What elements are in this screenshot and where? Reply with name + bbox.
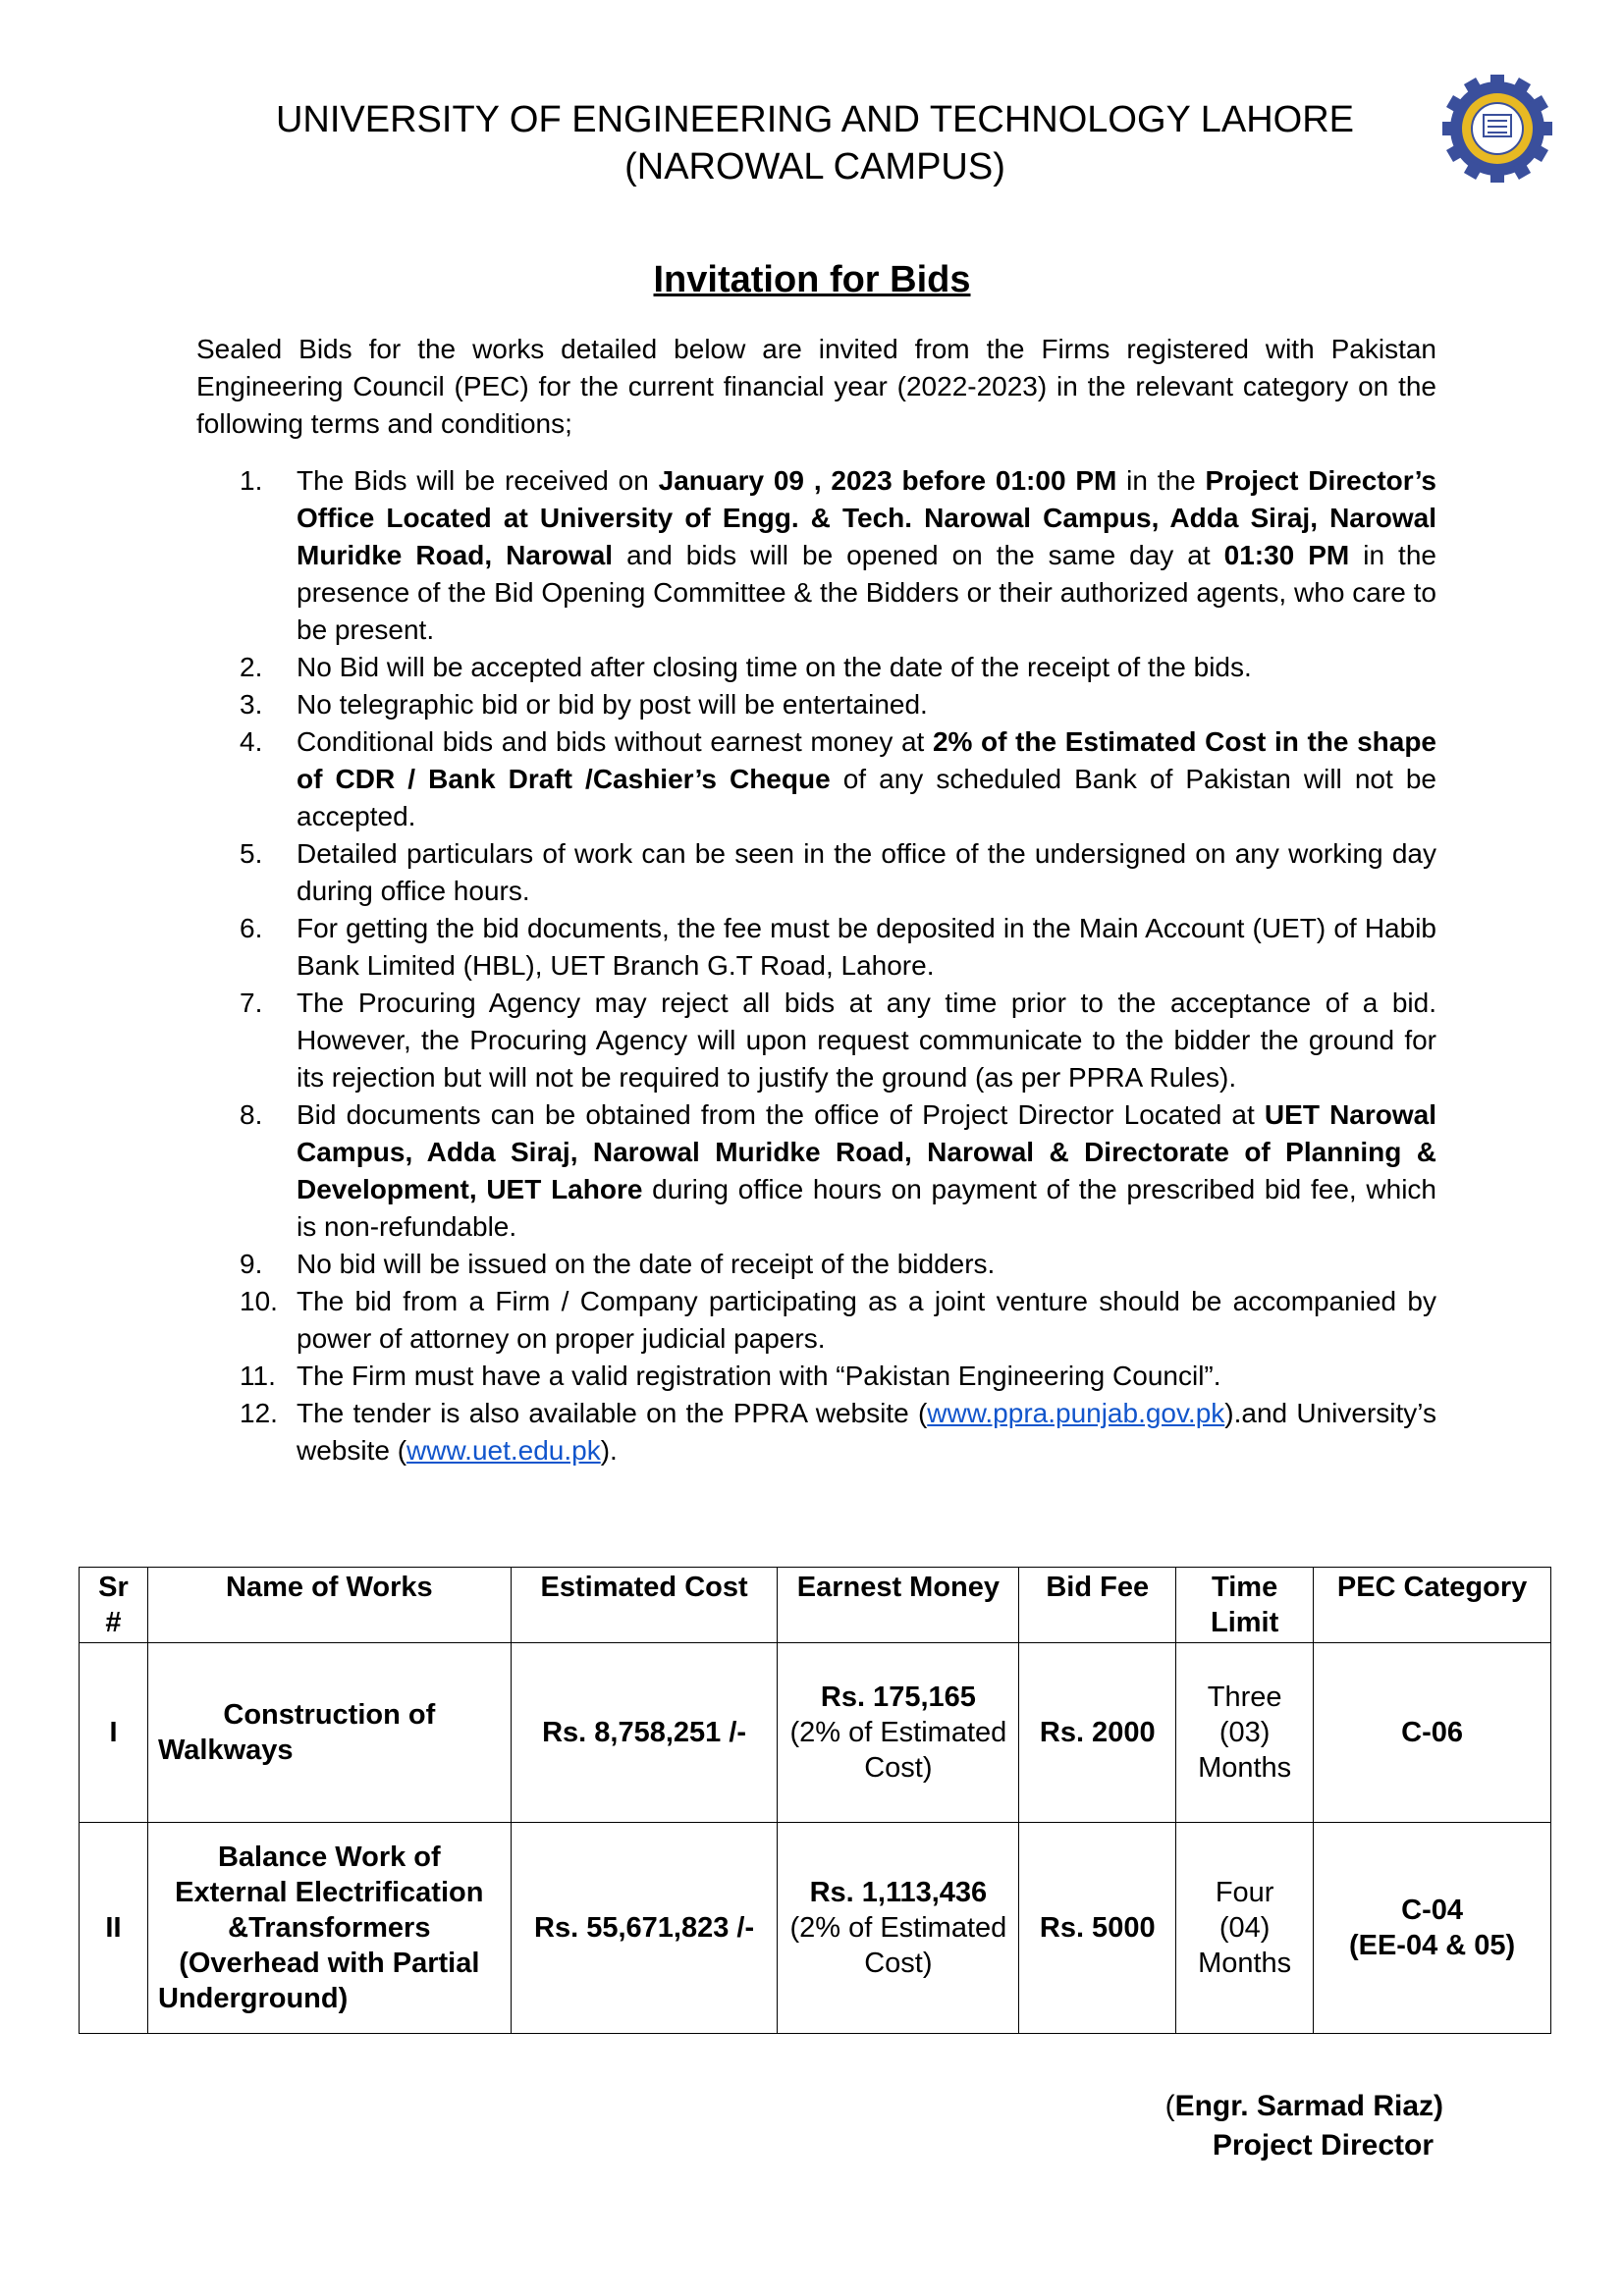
cell-earnest-money: Rs. 175,165 (2% of Estimated Cost) <box>778 1643 1019 1823</box>
cell-time-limit: Four (04) Months <box>1176 1823 1314 2034</box>
term-number: 9. <box>240 1249 263 1279</box>
table-header-row <box>80 1568 1551 1643</box>
cell-bid-fee: Rs. 5000 <box>1019 1823 1176 2034</box>
term-number: 6. <box>240 913 263 943</box>
term-item: 12. The tender is also available on the PPRA website (www.ppra.punjab.gov.pk).and University’s website (www.uet.edu.pk). <box>240 1395 1436 1469</box>
header-sr: Sr # <box>80 1568 148 1643</box>
table-row <box>80 1643 1551 1823</box>
term-number: 7. <box>240 988 263 1018</box>
cell-pec-category: C-04 (EE-04 & 05) <box>1314 1823 1551 2034</box>
term-item: 2. No Bid will be accepted after closing time on the date of the receipt of the bids. <box>240 649 1436 686</box>
term-number: 10. <box>240 1286 278 1316</box>
header-estimated-cost: Estimated Cost <box>511 1568 778 1643</box>
term-item: 4. Conditional bids and bids without earnest money at 2% of the Estimated Cost in the shape of CDR / Bank Draft /Cashier’s Cheque of any scheduled Bank of Pakistan will not be accepted. <box>240 723 1436 835</box>
intro-paragraph: Sealed Bids for the works detailed below are invited from the Firms registered with Pakistan Engineering Council (PEC) for the current financial year (2022-2023) in the relevant category on the following terms and conditions; <box>196 334 1436 439</box>
term-item: 10. The bid from a Firm / Company participating as a joint venture should be accompanied by power of attorney on proper judicial papers. <box>240 1283 1436 1358</box>
signature-block <box>1110 2087 1443 2165</box>
university-name: UNIVERSITY OF ENGINEERING AND TECHNOLOGY LAHORE <box>275 99 1354 140</box>
cell-estimated-cost: Rs. 55,671,823 /- <box>511 1823 778 2034</box>
term-item: 3. No telegraphic bid or bid by post will be entertained. <box>240 686 1436 723</box>
signatory-name: (Engr. Sarmad Riaz) <box>1164 2090 1443 2122</box>
cell-pec-category: C-06 <box>1314 1643 1551 1823</box>
term-number: 5. <box>240 838 263 869</box>
cell-sr: II <box>80 1823 148 2034</box>
term-number: 12. <box>240 1398 278 1428</box>
cell-sr: I <box>80 1643 148 1823</box>
term-item: 11. The Firm must have a valid registration with “Pakistan Engineering Council”. <box>240 1358 1436 1395</box>
university-header <box>196 96 1434 190</box>
term-number: 4. <box>240 726 263 757</box>
term-item: 7. The Procuring Agency may reject all bids at any time prior to the acceptance of a bid. However, the Procuring Agency will upon request communicate to the bidder the ground for its rejection but will not be required to justify the ground (as per PPRA Rules). <box>240 985 1436 1096</box>
term-item: 1. The Bids will be received on January 09 , 2023 before 01:00 PM in the Project Director’s Office Located at University of Engg. & Tech. Narowal Campus, Adda Siraj, Narowal Muridke Road, Narowal and bids will be opened on the same day at 01:30 PM in the presence of the Bid Opening Committee & the Bidders or their authorized agents, who care to be present. <box>240 462 1436 649</box>
terms-list <box>240 462 1436 1469</box>
cell-estimated-cost: Rs. 8,758,251 /- <box>511 1643 778 1823</box>
uet-website-link[interactable]: www.uet.edu.pk <box>406 1435 601 1466</box>
cell-bid-fee: Rs. 2000 <box>1019 1643 1176 1823</box>
document-title: Invitation for Bids <box>653 259 971 300</box>
header-bid-fee: Bid Fee <box>1019 1568 1176 1643</box>
cell-earnest-money: Rs. 1,113,436 (2% of Estimated Cost) <box>778 1823 1019 2034</box>
header-time-limit: Time Limit <box>1176 1568 1314 1643</box>
header-name-of-works: Name of Works <box>147 1568 511 1643</box>
term-number: 11. <box>240 1361 276 1391</box>
cell-time-limit: Three (03) Months <box>1176 1643 1314 1823</box>
table-row <box>80 1823 1551 2034</box>
term-item: 6. For getting the bid documents, the fee must be deposited in the Main Account (UET) of Habib Bank Limited (HBL), UET Branch G.T Road, Lahore. <box>240 910 1436 985</box>
cell-name-of-works: Construction of Walkways <box>147 1643 511 1823</box>
cell-name-of-works: Balance Work of External Electrification &Transformers (Overhead with Partial Underground) <box>147 1823 511 2034</box>
term-number: 2. <box>240 652 263 682</box>
header-earnest-money: Earnest Money <box>778 1568 1019 1643</box>
term-number: 8. <box>240 1099 263 1130</box>
works-table <box>79 1567 1551 2034</box>
signatory-role: Project Director <box>1212 2129 1434 2162</box>
term-item: 8. Bid documents can be obtained from the office of Project Director Located at UET Narowal Campus, Adda Siraj, Narowal Muridke Road, Narowal & Directorate of Planning & Development, UET Lahore during office hours on payment of the prescribed bid fee, which is non-refundable. <box>240 1096 1436 1246</box>
term-item: 5. Detailed particulars of work can be seen in the office of the undersigned on any working day during office hours. <box>240 835 1436 910</box>
header-pec-category: PEC Category <box>1314 1568 1551 1643</box>
campus-name: (NAROWAL CAMPUS) <box>624 146 1005 187</box>
term-number: 1. <box>240 465 263 496</box>
university-logo <box>1404 75 1591 183</box>
term-item: 9. No bid will be issued on the date of receipt of the bidders. <box>240 1246 1436 1283</box>
ppra-website-link[interactable]: www.ppra.punjab.gov.pk <box>927 1398 1225 1428</box>
term-number: 3. <box>240 689 263 720</box>
